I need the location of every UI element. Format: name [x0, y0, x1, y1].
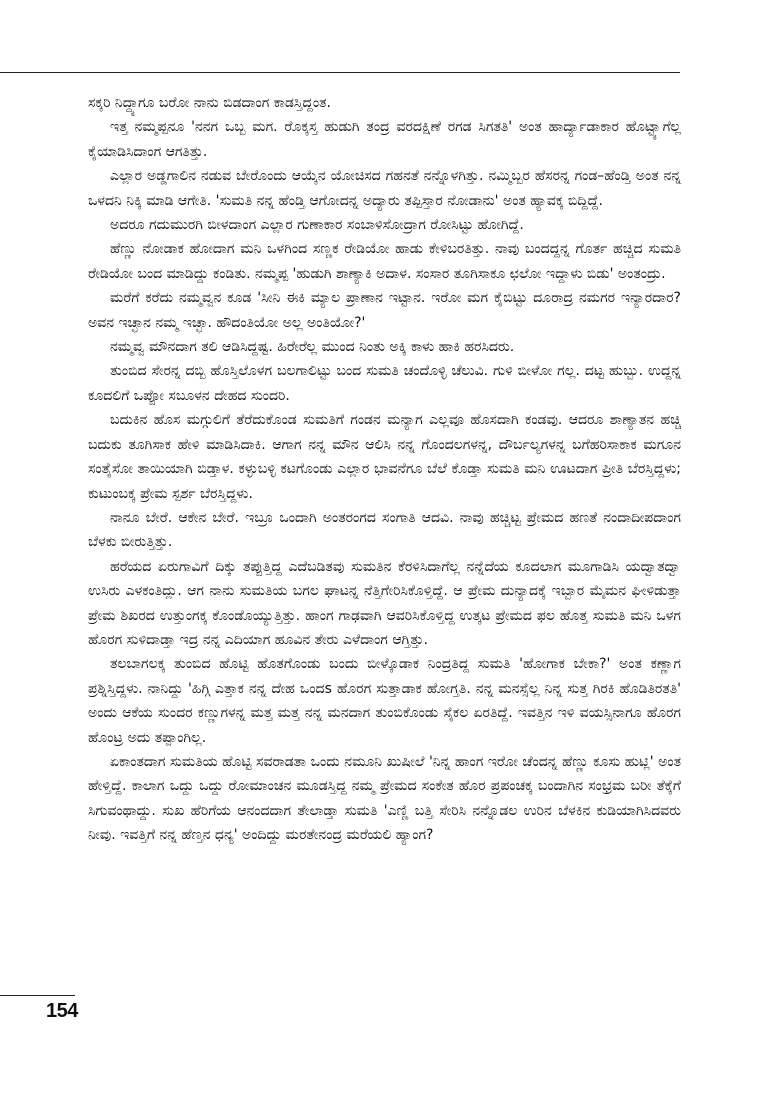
paragraph-10: ನಾನೂ ಬೇರೆ. ಆಕೇನ ಬೇರೆ. ಇಬ್ರೂ ಒಂದಾಗಿ ಅಂತರಂಗದ ಸಂಗಾತಿ ಆದವಿ. ನಾವು ಹಚ್ಚಿಟ್ಟ ಪ್ರೇಮದ ಹಣತೆ ನಂದಾದೀಪದಾಂಗ ಬೆಳಕು ಬೀರುತ್ತಿತ್ತು. [88, 509, 681, 551]
paragraph-3: ಎಲ್ಲಾರ ಅಡ್ಡಗಾಲಿನ ನಡುವ ಬೇರೊಂದು ಆಯ್ಕೆನ ಯೋಚಿಸದ ಗಹನತೆ ನನ್ನೊಳಗಿತ್ತು. ನಮ್ಮಿಬ್ಬರ ಹೆಸರನ್ನ ಗಂಡ–ಹೆಂಡ್ತಿ ಅಂತ ನನ್ನ ಒಳದನಿ ನಿಕ್ಕಿ ಮಾಡಿ ಆಗೇತಿ. 'ಸುಮತಿ ನನ್ನ ಹೆಂಡ್ತಿ ಆಗೋದನ್ನ ಅದ್ಯಾರು ತಪ್ಪಿಸ್ತಾರ ನೋಡಾನು' ಅಂತ ಹ್ಯಾವಕ್ಕ ಬಿದ್ದಿದ್ದೆ. [88, 168, 681, 209]
paragraph-11: ಹರೆಯದ ಏರುಗಾವಿಗೆ ದಿಕ್ಕು ತಪ್ಪುತ್ತಿದ್ದ ಎದೆಬಡಿತವು ಸುಮತಿನ ಕೆರಳಿಸಿದಾಗೆಲ್ಲ ನನ್ನೆದೆಯ ಕೂದಲಾಗ ಮೂಗಾಡಿಸಿ ಯದ್ವಾತದ್ವಾ ಉಸಿರು ಎಳಕಂತಿದ್ಲು. ಆಗ ನಾನು ಸುಮತಿಯ ಬಗಲ ಘಾಟನ್ನ ನೆತ್ತಿಗೇರಿಸಿಕೊಳ್ತಿದ್ದೆ. ಆ ಪ್ರೇಮ ದುನ್ಯಾದಕ್ಕೆ ಇಬ್ಬಾರ ಮೈಮನ ಘೀಳಿಡುತ್ತಾ ಪ್ರೇಮ ಶಿಖರದ ಉತ್ತುಂಗಕ್ಕ ಕೊಂಡೊಯ್ಯುತ್ತಿತ್ತು. ಹಾಂಗ ಗಾಢವಾಗಿ ಆವರಿಸಿಕೊಳ್ತಿದ್ದ ಉತ್ಕಟ ಪ್ರೇಮದ ಫಲ ಹೊತ್ತ ಸುಮತಿ ಮನಿ ಒಳಗ ಹೊರಗ ಸುಳಿದಾಡ್ತಾ ಇದ್ರ ನನ್ನ ಎದಿಯಾಗ ಹೂವಿನ ತೇರು ಎಳೆದಾಂಗ ಆಗ್ತಿತ್ತು. [88, 558, 681, 648]
paragraph-2: ಇತ್ತ ನಮ್ಮಪ್ಪನೂ 'ನನಗ ಒಬ್ಬ ಮಗ. ರೊಕ್ಕಸ್ತ ಹುಡುಗಿ ತಂದ್ರ ವರದಕ್ಷಿಣೆ ರಗಡ ಸಿಗತತಿ' ಅಂತ ಹಾರ್ದ್ಯಾಡಾಕಾರ ಹೊಟ್ಟ್ಯಾಗೆಲ್ಲ ಕೈಯಾಡಿಸಿದಾಂಗ ಆಗತಿತ್ತು. [88, 119, 681, 160]
paragraph-7: ನಮ್ಮವ್ವ ಮೌನದಾಗ ತಲಿ ಆಡಿಸಿದ್ದಷ್ಟ. ಹಿರೇರೆಲ್ಲ ಮುಂದ ನಿಂತು ಅಕ್ಕಿ ಕಾಳು ಹಾಕಿ ಹರಸಿದರು. [110, 339, 515, 356]
paragraph-1: ಸಕ್ಕರಿ ನಿದ್ದ್ಯಾಗೂ ಬರೋ ನಾನು ಬಿಡದಾಂಗ ಕಾಡಸ್ತಿದ್ದಂತ. [88, 95, 331, 111]
bottom-rule [0, 995, 75, 996]
paragraph-5: ಹೆಣ್ಣು ನೋಡಾಕ ಹೋದಾಗ ಮನಿ ಒಳಗಿಂದ ಸಣ್ಣಕ ರೇಡಿಯೋ ಹಾಡು ಕೇಳಿಬರತಿತ್ತು. ನಾವು ಬಂದದ್ದನ್ನ ಗೊರ್ತ ಹಚ್ಚಿದ ಸುಮತಿ ರೇಡಿಯೋ ಬಂದ ಮಾಡಿದ್ದು ಕಂಡಿತು. ನಮ್ಮಪ್ಪ 'ಹುಡುಗಿ ಶಾಣ್ಯಾಕಿ ಅದಾಳ. ಸಂಸಾರ ತೂಗಿಸಾಕೂ ಛಲೋ ಇದ್ದಾಳು ಬಿಡು' ಅಂತಂದ್ರು. [88, 241, 681, 282]
body-text [88, 91, 681, 848]
paragraph-9: ಬದುಕಿನ ಹೊಸ ಮಗ್ಗುಲಿಗೆ ತೆರೆದುಕೊಂಡ ಸುಮತಿಗೆ ಗಂಡನ ಮನ್ಯಾಗ ಎಲ್ಲವೂ ಹೊಸದಾಗಿ ಕಂಡವು. ಆದರೂ ಶಾಣ್ಯಾತನ ಹಚ್ಚಿ ಬದುಕು ತೂಗಿಸಾಕ ಹೇಳಿ ಮಾಡಿಸಿದಾಕಿ. ಆಗಾಗ ನನ್ನ ಮೌನ ಆಲಿಸಿ ನನ್ನ ಗೊಂದಲಗಳನ್ನ, ದೌರ್ಬಲ್ಯಗಳನ್ನ ಬಗೆಹರಿಸಾಕಾಕ ಮಗೂನ ಸಂತೈಸೋ ತಾಯಿಯಾಗಿ ಬಿಡ್ತಾಳ. ಕಳ್ಳುಬಳ್ಳಿ ಕಟಗೊಂಡು ಎಲ್ಲಾರ ಭಾವನೆಗೂ ಬೆಲೆ ಕೊಡ್ತಾ ಸುಮತಿ ಮನಿ ಊಟದಾಗ ಪ್ರೀತಿ ಬೆರಸ್ತಿದ್ದಳು; ಕುಟುಂಬಕ್ಕ ಪ್ರೇಮ ಸ್ಪರ್ಶ ಬೆರಸ್ತಿದ್ದಳು. [88, 412, 681, 502]
paragraph-6: ಮರೆಗೆ ಕರೆದು ನಮ್ಮವ್ವನ ಕೂಡ 'ಸೀನಿ ಈಕಿ ಮ್ಯಾಲ ಪ್ರಾಣಾನ ಇಟ್ಟಾನ. ಇರೋ ಮಗ ಕೈಬಿಟ್ಟು ದೂರಾದ್ರ ನಮಗರ ಇನ್ಯಾರದಾರ? ಅವನ ಇಚ್ಛಾನ ನಮ್ಮ ಇಚ್ಛಾ. ಹೌದಂತಿಯೋ ಅಲ್ಲ ಅಂತಿಯೋ?' [88, 290, 681, 331]
paragraph-12: ತಲಬಾಗಲಕ್ಕ ತುಂಬಿದ ಹೊಟ್ಟಿ ಹೊತಗೊಂಡು ಬಂದು ಬೀಳ್ಕೊಡಾಕ ನಿಂದ್ರತಿದ್ದ ಸುಮತಿ 'ಹೋಗಾಕ ಬೇಕಾ?' ಅಂತ ಕಣ್ಣಾಗ ಪ್ರಶ್ನಿಸ್ತಿದ್ದಳು. ನಾನಿದ್ದು 'ಹಿಗ್ಗಿ ಎತ್ತಾಕ ನನ್ನ ದೇಹ ಒಂದs ಹೊರಗ ಸುತ್ತಾಡಾಕ ಹೋಗ್ತತಿ. ನನ್ನ ಮನಸ್ಸೆಲ್ಲ ನಿನ್ನ ಸುತ್ತ ಗಿರಕಿ ಹೊಡಿತಿರತತಿ' ಅಂದು ಆಕೆಯ ಸುಂದರ ಕಣ್ಣುಗಳನ್ನ ಮತ್ತ ಮತ್ತ ನನ್ನ ಮನದಾಗ ತುಂಬಿಕೊಂಡು ಸೈಕಲ ಏರತಿದ್ದೆ. ಇವತ್ತಿನ ಇಳಿ ವಯಸ್ಸಿನಾಗೂ ಹೊರಗ ಹೊಂಟ್ರ ಅದು ತಪ್ಪಾಂಗಿಲ್ಲ. [88, 656, 681, 746]
paragraph-8: ತುಂಬಿದ ಸೇರನ್ನ ದಬ್ಬಿ ಹೊಸ್ತಿಲೊಳಗ ಬಲಗಾಲಿಟ್ಟು ಬಂದ ಸುಮತಿ ಚಂದೊಳ್ಳಿ ಚೆಲುವಿ. ಗುಳಿ ಬೀಳೋ ಗಲ್ಲ. ದಟ್ಟ ಹುಬ್ಬು. ಉದ್ದನ್ನ ಕೂದಲಿಗೆ ಒಪ್ಪೋ ಸಬೂಳನ ದೇಹದ ಸುಂದರಿ. [88, 363, 681, 404]
paragraph-4: ಅದರೂ ಗದುಮುರಗಿ ಬೀಳದಾಂಗ ಎಲ್ಲಾರ ಗುಣಾಕಾರ ಸಂಬಾಳಿಸೋದ್ರಾಗ ರೋಸಿಟ್ಟು ಹೋಗಿದ್ದೆ. [110, 217, 524, 234]
page-number: 154 [46, 1000, 78, 1022]
top-rule [0, 72, 680, 73]
paragraph-13: ಏಕಾಂತದಾಗ ಸುಮತಿಯ ಹೊಟ್ಟಿ ಸವರಾಡತಾ ಒಂದು ನಮೂನಿ ಖುಷೀಲೆ 'ನಿನ್ನ ಹಾಂಗ ಇರೋ ಚೆಂದನ್ನ ಹೆಣ್ಣು ಕೂಸು ಹುಟ್ಲಿ' ಅಂತ ಹೇಳ್ತಿದ್ದೆ. ಕಾಲಾಗ ಒದ್ದು ಒದ್ದು ರೋಮಾಂಚನ ಮೂಡಸ್ತಿದ್ದ ನಮ್ಮ ಪ್ರೇಮದ ಸಂಕೇತ ಹೊರ ಪ್ರಪಂಚಕ್ಕ ಬಂದಾಗಿನ ಸಂಭ್ರಮ ಬರೀ ತೆಕ್ಕೆಗೆ ಸಿಗುವಂಥಾದ್ದು. ಸುಖ ಹೆರಿಗೆಯ ಆನಂದದಾಗ ತೇಲಾಡ್ತಾ ಸುಮತಿ 'ಎಣ್ಣಿ ಬತ್ತಿ ಸೇರಿಸಿ ನನ್ನೊಡಲ ಉರಿನ ಬೆಳಕಿನ ಕುಡಿಯಾಗಿಸಿದವರು ನೀವು. ಇವತ್ತಿಗೆ ನನ್ನ ಹೆಣ್ತನ ಧನ್ಯ' ಅಂದಿದ್ದು ಮರತೇನಂದ್ರ ಮರೆಯಲಿ ಹ್ಯಾಂಗ? [88, 753, 681, 844]
